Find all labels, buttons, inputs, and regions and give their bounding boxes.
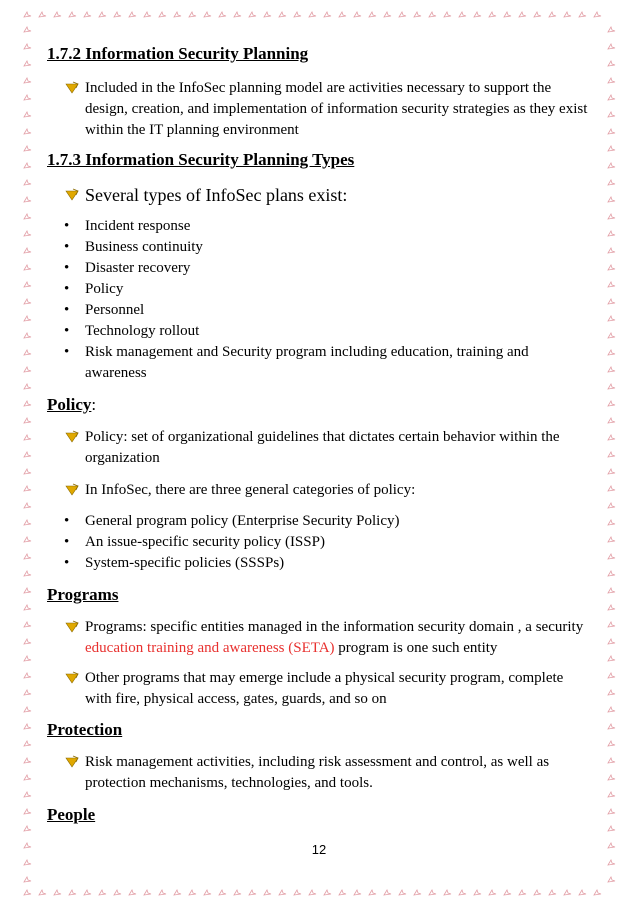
border-ornament-icon xyxy=(24,350,31,355)
bullet-item xyxy=(64,511,584,532)
list-item-text xyxy=(65,617,590,659)
border-ornament-icon xyxy=(414,890,421,895)
border-ornament-icon xyxy=(444,12,451,17)
bullet-item xyxy=(64,342,584,384)
list-item-text: Other programs that may emerge include a physical security program, complete with fire, physical access, gates, guards, and so on xyxy=(85,670,564,707)
border-ornament-icon xyxy=(474,12,481,17)
border-ornament-icon xyxy=(39,12,46,17)
list-item xyxy=(65,427,590,469)
list-item-text: Risk management activities, including risk assessment and control, as well as protection mechanisms, technologies, and tools. xyxy=(85,754,550,791)
border-ornament-icon xyxy=(608,61,615,66)
border-ornament-icon xyxy=(24,384,31,389)
border-ornament-icon xyxy=(608,792,615,797)
bullet-item xyxy=(64,237,584,258)
border-ornament-icon xyxy=(24,639,31,644)
bullet-text: Risk management and Security program including education, training and awareness xyxy=(85,344,529,381)
border-ornament-icon xyxy=(24,95,31,100)
border-ornament-icon xyxy=(474,890,481,895)
arrow-down-right-icon xyxy=(65,81,79,95)
bullet-dot-icon: • xyxy=(64,218,70,234)
bullet-dot-icon: • xyxy=(64,323,70,339)
border-ornament-icon xyxy=(429,890,436,895)
bullet-dot-icon: • xyxy=(64,239,70,255)
bullet-text: Personnel xyxy=(85,302,145,318)
bullet-item xyxy=(64,279,584,300)
border-ornament-icon xyxy=(279,12,286,17)
border-ornament-icon xyxy=(24,690,31,695)
bullet-text: General program policy (Enterprise Security Policy) xyxy=(85,513,400,529)
bullet-text: An issue-specific security policy (ISSP) xyxy=(85,534,325,550)
border-ornament-icon xyxy=(608,809,615,814)
border-ornament-icon xyxy=(399,890,406,895)
border-ornament-icon xyxy=(369,12,376,17)
border-ornament-icon xyxy=(504,12,511,17)
border-ornament-icon xyxy=(24,503,31,508)
border-ornament-icon xyxy=(608,605,615,610)
border-ornament-icon xyxy=(608,622,615,627)
border-ornament-icon xyxy=(549,12,556,17)
border-ornament-icon xyxy=(24,656,31,661)
list-item xyxy=(65,617,590,659)
border-ornament-icon xyxy=(608,877,615,882)
border-ornament-icon xyxy=(24,486,31,491)
border-ornament-icon xyxy=(144,12,151,17)
border-ornament-icon xyxy=(24,163,31,168)
border-ornament-icon xyxy=(24,571,31,576)
bullet-dot-icon: • xyxy=(64,534,70,550)
border-ornament-icon xyxy=(384,890,391,895)
border-ornament-icon xyxy=(24,333,31,338)
border-ornament-icon xyxy=(24,469,31,474)
programs-text-part: program is one such entity xyxy=(334,640,498,656)
bullet-item xyxy=(64,553,584,574)
border-ornament-icon xyxy=(24,452,31,457)
border-ornament-icon xyxy=(459,12,466,17)
border-ornament-icon xyxy=(608,95,615,100)
border-ornament-icon xyxy=(294,890,301,895)
border-ornament-icon xyxy=(24,520,31,525)
border-ornament-icon xyxy=(354,12,361,17)
bullet-dot-icon: • xyxy=(64,281,70,297)
border-ornament-icon xyxy=(24,588,31,593)
border-ornament-icon xyxy=(144,890,151,895)
border-ornament-icon xyxy=(24,418,31,423)
border-ornament-icon xyxy=(608,758,615,763)
border-ornament-icon xyxy=(608,248,615,253)
border-ornament-icon xyxy=(489,890,496,895)
border-ornament-icon xyxy=(579,890,586,895)
border-ornament-icon xyxy=(608,78,615,83)
bullet-dot-icon: • xyxy=(64,260,70,276)
list-item-text: Policy: set of organizational guidelines that dictates certain behavior within the organization xyxy=(85,429,560,466)
border-ornament-icon xyxy=(24,214,31,219)
border-ornament-icon xyxy=(24,435,31,440)
border-ornament-icon xyxy=(189,12,196,17)
bullet-dot-icon: • xyxy=(64,344,70,360)
border-ornament-icon xyxy=(564,12,571,17)
border-ornament-icon xyxy=(594,890,601,895)
border-ornament-icon xyxy=(249,890,256,895)
border-ornament-icon xyxy=(24,554,31,559)
border-ornament-icon xyxy=(608,656,615,661)
border-ornament-icon xyxy=(129,890,136,895)
border-ornament-icon xyxy=(564,890,571,895)
border-ornament-icon xyxy=(608,316,615,321)
border-ornament-icon xyxy=(24,299,31,304)
border-ornament-icon xyxy=(429,12,436,17)
heading-people: People xyxy=(47,805,96,824)
border-ornament-icon xyxy=(174,890,181,895)
border-ornament-icon xyxy=(24,112,31,117)
arrow-down-right-icon xyxy=(65,755,79,769)
bullet-dot-icon: • xyxy=(64,513,70,529)
border-ornament-icon xyxy=(384,12,391,17)
border-ornament-icon xyxy=(608,401,615,406)
border-ornament-icon xyxy=(24,707,31,712)
border-ornament-icon xyxy=(84,890,91,895)
bullet-dot-icon: • xyxy=(64,555,70,571)
border-ornament-icon xyxy=(114,12,121,17)
border-ornament-icon xyxy=(24,605,31,610)
arrow-down-right-icon xyxy=(65,671,79,685)
arrow-down-right-icon xyxy=(65,430,79,444)
border-ornament-icon xyxy=(608,367,615,372)
border-ornament-icon xyxy=(608,350,615,355)
border-ornament-icon xyxy=(204,890,211,895)
bullet-text: Incident response xyxy=(85,218,191,234)
bullet-item xyxy=(64,300,584,321)
border-ornament-icon xyxy=(608,707,615,712)
border-ornament-icon xyxy=(608,129,615,134)
border-ornament-icon xyxy=(24,61,31,66)
border-ornament-icon xyxy=(608,690,615,695)
border-ornament-icon xyxy=(204,12,211,17)
arrow-down-right-icon xyxy=(65,188,79,202)
border-ornament-icon xyxy=(608,197,615,202)
border-ornament-icon xyxy=(24,248,31,253)
border-ornament-icon xyxy=(519,890,526,895)
bullet-item xyxy=(64,216,584,237)
bullet-text: Disaster recovery xyxy=(85,260,191,276)
arrow-down-right-icon xyxy=(65,620,79,634)
border-ornament-icon xyxy=(534,12,541,17)
border-ornament-icon xyxy=(234,12,241,17)
border-ornament-icon xyxy=(309,890,316,895)
border-ornament-icon xyxy=(24,860,31,865)
border-ornament-icon xyxy=(354,890,361,895)
border-ornament-icon xyxy=(84,12,91,17)
list-item-text: Several types of InfoSec plans exist: xyxy=(85,185,348,205)
programs-text-part: Programs: specific entities managed in the information security domain , a security xyxy=(85,619,584,635)
border-ornament-icon xyxy=(608,452,615,457)
list-item xyxy=(65,78,590,141)
border-ornament-icon xyxy=(24,265,31,270)
border-ornament-icon xyxy=(608,112,615,117)
border-ornament-icon xyxy=(24,809,31,814)
border-ornament-icon xyxy=(264,12,271,17)
border-ornament-icon xyxy=(24,758,31,763)
border-ornament-icon xyxy=(399,12,406,17)
border-ornament-icon xyxy=(608,163,615,168)
border-ornament-icon xyxy=(504,890,511,895)
page-number: 12 xyxy=(311,842,327,857)
border-ornament-icon xyxy=(159,890,166,895)
border-ornament-icon xyxy=(24,78,31,83)
border-ornament-icon xyxy=(69,12,76,17)
border-ornament-icon xyxy=(608,333,615,338)
border-ornament-icon xyxy=(608,741,615,746)
border-ornament-icon xyxy=(414,12,421,17)
border-ornament-icon xyxy=(54,890,61,895)
border-ornament-icon xyxy=(24,27,31,32)
heading-planning-types: 1.7.3 Information Security Planning Types xyxy=(47,150,355,169)
border-ornament-icon xyxy=(339,12,346,17)
border-ornament-icon xyxy=(608,44,615,49)
border-ornament-icon xyxy=(24,401,31,406)
border-ornament-icon xyxy=(24,724,31,729)
heading-programs: Programs xyxy=(47,585,119,604)
heading-policy xyxy=(47,395,96,415)
border-ornament-icon xyxy=(219,12,226,17)
border-ornament-icon xyxy=(608,537,615,542)
border-ornament-icon xyxy=(608,418,615,423)
border-ornament-icon xyxy=(594,12,601,17)
border-ornament-icon xyxy=(69,890,76,895)
border-ornament-icon xyxy=(24,180,31,185)
bullet-text: Business continuity xyxy=(85,239,203,255)
border-ornament-icon xyxy=(608,860,615,865)
border-ornament-icon xyxy=(24,367,31,372)
border-ornament-icon xyxy=(54,12,61,17)
list-item xyxy=(65,183,590,207)
border-ornament-icon xyxy=(39,890,46,895)
border-ornament-icon xyxy=(99,12,106,17)
border-ornament-icon xyxy=(24,282,31,287)
bullet-item xyxy=(64,321,584,342)
heading-policy-colon: : xyxy=(91,395,97,414)
border-ornament-icon xyxy=(608,673,615,678)
border-ornament-icon xyxy=(24,775,31,780)
border-ornament-icon xyxy=(24,231,31,236)
border-ornament-icon xyxy=(339,890,346,895)
list-item xyxy=(65,752,590,794)
border-ornament-icon xyxy=(24,622,31,627)
border-ornament-icon xyxy=(608,469,615,474)
border-ornament-icon xyxy=(174,12,181,17)
border-ornament-icon xyxy=(324,12,331,17)
border-ornament-icon xyxy=(24,792,31,797)
border-ornament-icon xyxy=(608,724,615,729)
bullet-text: Policy xyxy=(85,281,124,297)
border-ornament-icon xyxy=(608,503,615,508)
border-ornament-icon xyxy=(608,231,615,236)
border-ornament-icon xyxy=(608,146,615,151)
border-ornament-icon xyxy=(608,639,615,644)
heading-protection: Protection xyxy=(47,720,123,739)
border-ornament-icon xyxy=(234,890,241,895)
border-ornament-icon xyxy=(608,826,615,831)
heading-info-sec-planning: 1.7.2 Information Security Planning xyxy=(47,44,309,63)
border-ornament-icon xyxy=(608,588,615,593)
border-ornament-icon xyxy=(549,890,556,895)
border-ornament-icon xyxy=(608,571,615,576)
border-ornament-icon xyxy=(159,12,166,17)
border-ornament-icon xyxy=(24,146,31,151)
border-ornament-icon xyxy=(579,12,586,17)
border-ornament-icon xyxy=(608,282,615,287)
border-ornament-icon xyxy=(608,27,615,32)
bullet-item xyxy=(64,258,584,279)
border-ornament-icon xyxy=(129,12,136,17)
border-ornament-icon xyxy=(24,316,31,321)
border-ornament-icon xyxy=(608,520,615,525)
border-ornament-icon xyxy=(608,180,615,185)
border-ornament-icon xyxy=(608,775,615,780)
border-ornament-icon xyxy=(249,12,256,17)
border-ornament-icon xyxy=(99,890,106,895)
border-ornament-icon xyxy=(309,12,316,17)
border-ornament-icon xyxy=(608,554,615,559)
border-ornament-icon xyxy=(444,890,451,895)
border-ornament-icon xyxy=(489,12,496,17)
border-ornament-icon xyxy=(534,890,541,895)
border-ornament-icon xyxy=(24,12,31,17)
border-ornament-icon xyxy=(24,44,31,49)
border-ornament-icon xyxy=(608,265,615,270)
border-ornament-icon xyxy=(459,890,466,895)
list-item xyxy=(65,668,590,710)
border-ornament-icon xyxy=(608,486,615,491)
border-ornament-icon xyxy=(24,129,31,134)
border-ornament-icon xyxy=(324,890,331,895)
border-ornament-icon xyxy=(24,197,31,202)
bullet-item xyxy=(64,532,584,553)
border-ornament-icon xyxy=(219,890,226,895)
border-ornament-icon xyxy=(294,12,301,17)
list-item-text: Included in the InfoSec planning model are activities necessary to support the design, creation, and implementation of information security strategies as they exist within the IT planning environment xyxy=(85,80,588,138)
border-ornament-icon xyxy=(608,384,615,389)
border-ornament-icon xyxy=(608,299,615,304)
list-item xyxy=(65,480,590,501)
border-ornament-icon xyxy=(24,741,31,746)
border-ornament-icon xyxy=(24,537,31,542)
border-ornament-icon xyxy=(189,890,196,895)
border-ornament-icon xyxy=(24,890,31,895)
arrow-down-right-icon xyxy=(65,483,79,497)
heading-policy-label: Policy xyxy=(47,395,92,414)
border-ornament-icon xyxy=(519,12,526,17)
border-ornament-icon xyxy=(24,826,31,831)
bullet-dot-icon: • xyxy=(64,302,70,318)
bullet-text: Technology rollout xyxy=(85,323,200,339)
border-ornament-icon xyxy=(24,877,31,882)
border-ornament-icon xyxy=(114,890,121,895)
bullet-text: System-specific policies (SSSPs) xyxy=(85,555,285,571)
border-ornament-icon xyxy=(24,673,31,678)
seta-highlight: education training and awareness (SETA) xyxy=(85,640,335,656)
border-ornament-icon xyxy=(608,435,615,440)
list-item-text: In InfoSec, there are three general categories of policy: xyxy=(85,482,416,498)
border-ornament-icon xyxy=(369,890,376,895)
border-ornament-icon xyxy=(264,890,271,895)
border-ornament-icon xyxy=(608,214,615,219)
border-ornament-icon xyxy=(279,890,286,895)
